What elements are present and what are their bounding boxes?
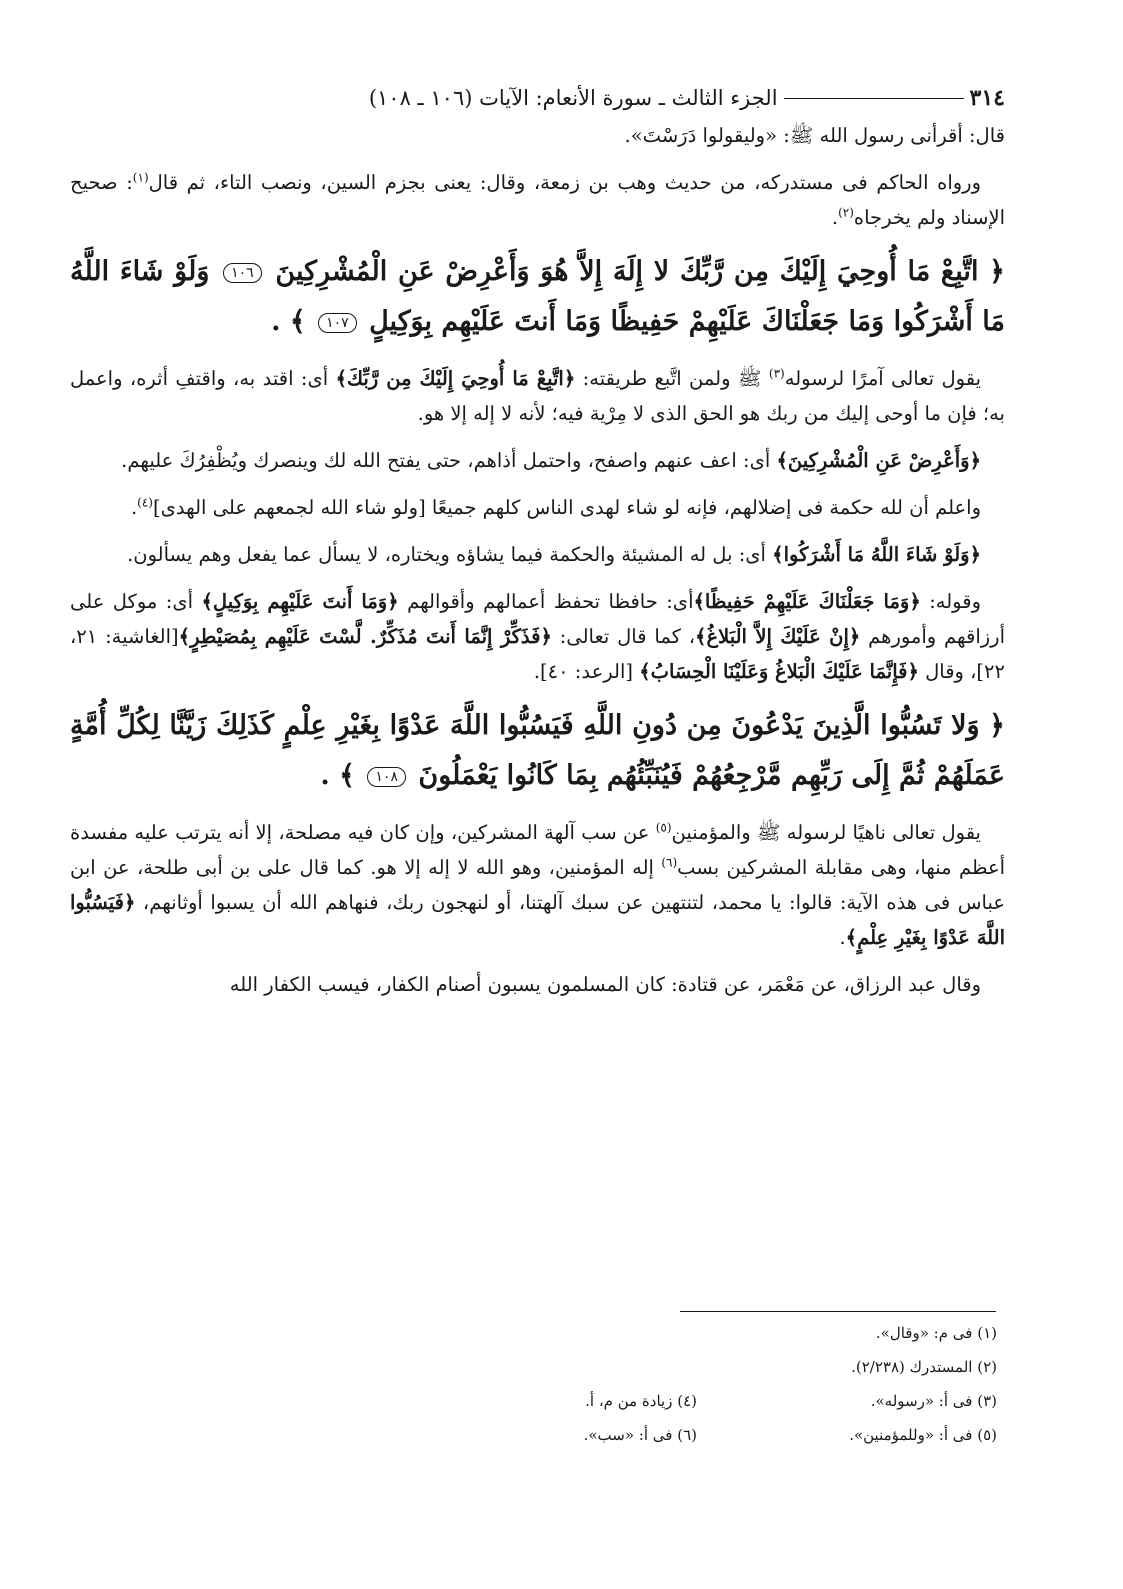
- quote-verse: ﴿وَلَوْ شَاءَ اللَّهُ مَا أَشْرَكُوا﴾: [772, 543, 981, 566]
- footnote-ref-6: (٦): [661, 855, 678, 870]
- paragraph-8: يقول تعالى ناهيًا لرسوله ﷺ والمؤمنين$^{(٥)}$ عن سب آلهة المشركين، وإن كان فيه مصلحة، إلا أنه يترتب عليه مفسدة أعظم منها، وهى مقابلة المشركين بسب$^{(٦)}$ إله المؤمنين، وهو الله لا إله إلا هو. كما قال على بن أبى طلحة، عن ابن عباس فى هذه الآية: قالوا: يا محمد، لتنتهين عن سبك آلهتنا، أو لنهجون ربك، فنهاهم الله أن يسبوا أوثانهم، ﴿فَيَسُبُّوا اللَّهَ عَدْوًا بِغَيْرِ عِلْمٍ﴾.: [70, 820, 1005, 949]
- quote-verse: ﴿وَمَا جَعَلْنَاكَ عَلَيْهِمْ حَفِيظًا﴾: [693, 590, 921, 613]
- paragraph-3: يقول تعالى آمرًا لرسوله$^{(٣)}$ ﷺ ولمن اتَّبع طريقته: ﴿اتَّبِعْ مَا أُوحِيَ إِلَيْكَ مِن رَّبِّكَ﴾ أى: اقتد به، واقتفِ أثره، واعمل به؛ فإن ما أوحى إليك من ربك هو الحق الذى لا مِرْية فيه؛ لأنه لا إله إلا هو.: [70, 366, 1005, 425]
- quote-verse: ﴿فَذَكِّرْ إِنَّمَا أَنتَ مُذَكِّرٌ. لَّسْتَ عَلَيْهِم بِمُصَيْطِرٍ﴾: [178, 625, 552, 648]
- quote-verse: ﴿فَإِنَّمَا عَلَيْكَ الْبَلاغُ وَعَلَيْنَا الْحِسَابُ﴾: [639, 660, 919, 683]
- book-page: [70, 78, 1005, 1014]
- running-header: [70, 78, 1005, 118]
- quran-verse-108: ﴿ وَلا تَسُبُّوا الَّذِينَ يَدْعُونَ مِن دُونِ اللَّهِ فَيَسُبُّوا اللَّهَ عَدْوًا بِغَيْرِ عِلْمٍ كَذَلِكَ زَيَّنَّا لِكُلِّ أُمَّةٍ عَمَلَهُمْ ثُمَّ إِلَى رَبِّهِم مَّرْجِعُهُمْ فَيُنَبِّئُهُم بِمَا كَانُوا يَعْمَلُونَ ١٠٨ ﴾ .: [70, 710, 1005, 791]
- footnote-4: (٤) زيادة من م، أ.: [585, 1392, 697, 1410]
- header-rule: [784, 98, 964, 99]
- footnote-2: (٢) المستدرك (٢/٢٣٨).: [851, 1358, 997, 1376]
- verse-number-107: ١٠٧: [318, 313, 357, 333]
- header-title: الجزء الثالث ـ سورة الأنعام: الآيات (١٠٦ ـ ١٠٨): [368, 86, 778, 110]
- footnote-5: (٥) فى أ: «وللمؤمنين».: [849, 1426, 997, 1444]
- footnote-1: (١) فى م: «وقال».: [875, 1324, 997, 1342]
- verse-number-106: ١٠٦: [223, 263, 262, 283]
- paragraph-5: واعلم أن لله حكمة فى إضلالهم، فإنه لو شاء لهدى الناس كلهم جميعًا [ولو شاء الله لجمعهم على الهدى]$^{(٤)}$.: [130, 495, 981, 519]
- footnote-ref-1: (١): [132, 170, 149, 185]
- paragraph-6: ﴿وَلَوْ شَاءَ اللَّهُ مَا أَشْرَكُوا﴾ أى: بل له المشيئة والحكمة فيما يشاؤه ويختاره، لا يسأل عما يفعل وهم يسألون.: [127, 543, 981, 566]
- paragraph-2: ورواه الحاكم فى مستدركه، من حديث وهب بن زمعة، وقال: يعنى بجزم السين، ونصب التاء، ثم قال$^{(١)}$: صحيح الإسناد ولم يخرجاه$^{(٢)}$.: [70, 170, 1005, 229]
- footnote-6: (٦) فى أ: «سب».: [583, 1426, 697, 1444]
- quote-verse: ﴿وَأَعْرِضْ عَنِ الْمُشْرِكِينَ﴾: [776, 449, 981, 472]
- paragraph-7: وقوله: ﴿وَمَا جَعَلْنَاكَ عَلَيْهِمْ حَفِيظًا﴾أى: حافظا تحفظ أعمالهم وأقوالهم ﴿وَمَا أَنتَ عَلَيْهِم بِوَكِيلٍ﴾ أى: موكل على أرزاقهم وأمورهم ﴿إِنْ عَلَيْكَ إِلاَّ الْبَلاغُ﴾، كما قال تعالى: ﴿فَذَكِّرْ إِنَّمَا أَنتَ مُذَكِّرٌ. لَّسْتَ عَلَيْهِم بِمُصَيْطِرٍ﴾[الغاشية: ٢١، ٢٢]، وقال ﴿فَإِنَّمَا عَلَيْكَ الْبَلاغُ وَعَلَيْنَا الْحِسَابُ﴾ [الرعد: ٤٠].: [70, 590, 1005, 683]
- footnote-ref-4: (٤): [137, 495, 153, 510]
- quote-verse: ﴿وَمَا أَنتَ عَلَيْهِم بِوَكِيلٍ﴾: [201, 590, 399, 613]
- page-number: ٣١٤: [969, 85, 1005, 111]
- paragraph-9: وقال عبد الرزاق، عن مَعْمَر، عن قتادة: كان المسلمون يسبون أصنام الكفار، فيسب الكفار الله: [229, 973, 981, 996]
- verse-number-108: ١٠٨: [367, 767, 406, 787]
- paragraph-1: قال: أقرأنى رسول الله ﷺ: «وليقولوا دَرَسْتَ».: [624, 124, 1005, 147]
- footnote-3: (٣) فى أ: «رسوله».: [870, 1392, 997, 1410]
- quote-verse: ﴿فَيَسُبُّوا اللَّهَ عَدْوًا بِغَيْرِ عِلْمٍ﴾: [70, 891, 1005, 949]
- footnote-ref-5: (٥): [655, 820, 672, 835]
- quran-verse-106-107: ﴿ اتَّبِعْ مَا أُوحِيَ إِلَيْكَ مِن رَّبِّكَ لا إِلَهَ إِلاَّ هُوَ وَأَعْرِضْ عَنِ الْمُشْرِكِينَ ١٠٦ وَلَوْ شَاءَ اللَّهُ مَا أَشْرَكُوا وَمَا جَعَلْنَاكَ عَلَيْهِمْ حَفِيظًا وَمَا أَنتَ عَلَيْهِم بِوَكِيلٍ ١٠٧ ﴾ .: [70, 256, 1005, 337]
- footnote-ref-3: (٣): [768, 366, 785, 381]
- paragraph-4: ﴿وَأَعْرِضْ عَنِ الْمُشْرِكِينَ﴾ أى: اعف عنهم واصفح، واحتمل أذاهم، حتى يفتح الله لك وينصرك ويُظْفِرُكَ عليهم.: [121, 449, 981, 472]
- footnote-ref-2: (٢): [838, 205, 854, 220]
- quote-verse: ﴿إِنْ عَلَيْكَ إِلاَّ الْبَلاغُ﴾: [695, 625, 861, 648]
- footnote-separator: [680, 1311, 996, 1312]
- quote-verse: ﴿اتَّبِعْ مَا أُوحِيَ إِلَيْكَ مِن رَّبِّكَ﴾: [335, 367, 576, 390]
